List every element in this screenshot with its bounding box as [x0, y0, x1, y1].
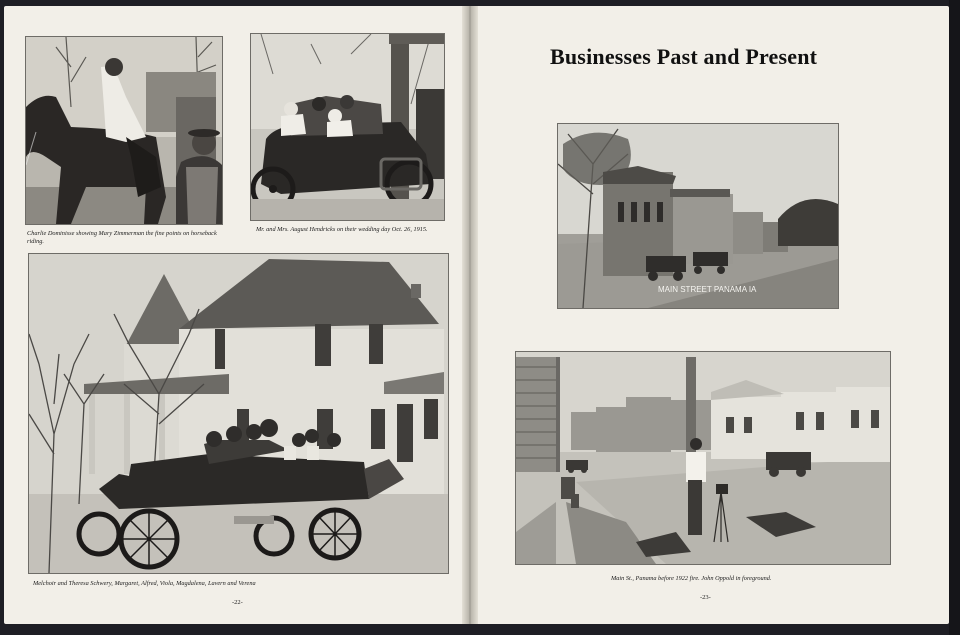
photo-wedding-car	[250, 33, 445, 221]
page-number-left: -22-	[232, 599, 243, 606]
photo-horseback	[25, 36, 223, 225]
photo-main-street-before-fire	[515, 351, 891, 565]
cover-edge	[949, 0, 960, 635]
photo-main-street-panama	[557, 123, 839, 309]
page-title: Businesses Past and Present	[550, 44, 818, 69]
handwritten-label: MAIN STREET PANAMA IA	[658, 285, 757, 294]
photo-house-family-car	[28, 253, 449, 574]
caption-main-street-before-fire: Main St., Panama before 1922 fire. John Oppold in foreground.	[611, 575, 772, 582]
page-number-right: -23-	[700, 594, 711, 601]
caption-house-family-car: Melchoir and Theresa Schwery, Margaret, Alfred, Viola, Magdalena, Lavern and Verena	[33, 580, 256, 587]
caption-horseback: Charlie Dominisse showing Mary Zimmerman the fine points on horseback riding.	[27, 230, 217, 245]
caption-wedding-car: Mr. and Mrs. August Hendricks on their wedding day Oct. 26, 1915.	[256, 226, 428, 233]
book-gutter	[462, 6, 478, 624]
